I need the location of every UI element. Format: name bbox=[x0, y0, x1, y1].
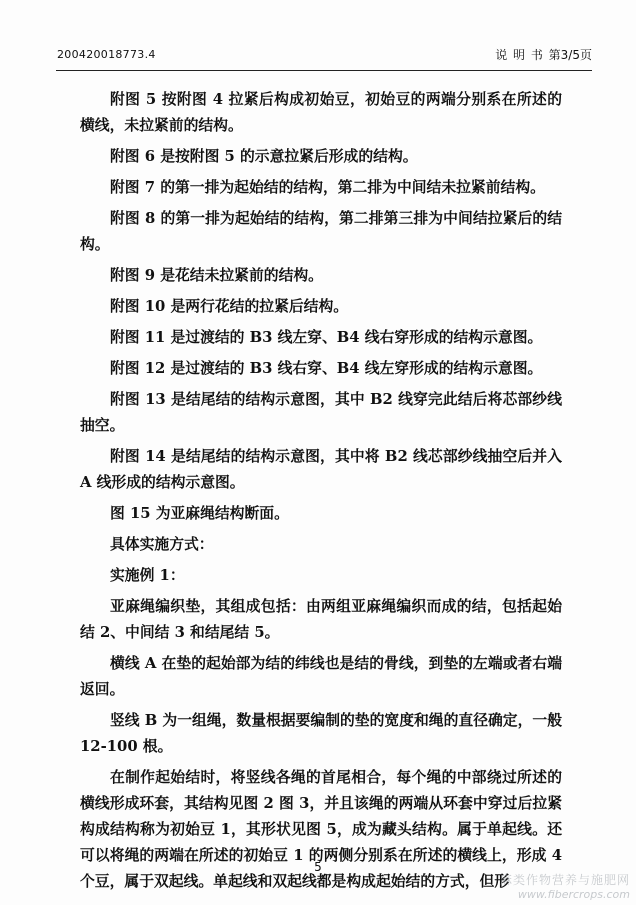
paragraph: 亚麻绳编织垫，其组成包括：由两组亚麻绳编织而成的结，包括起始结 2、中间结 3 和结尾结 5。 bbox=[80, 598, 562, 641]
paragraph: 实施例 1： bbox=[110, 567, 185, 584]
paragraph: 附图 9 是花结未拉紧前的结构。 bbox=[110, 267, 323, 284]
paragraph: 附图 10 是两行花结的拉紧后结构。 bbox=[110, 298, 349, 315]
page-header-right bbox=[495, 46, 592, 63]
page-of-total: 第3/5页 bbox=[548, 48, 592, 62]
paragraph: 附图 8 的第一排为起始结的结构，第二排第三排为中间结拉紧后的结构。 bbox=[80, 210, 562, 253]
site-watermark bbox=[500, 871, 630, 901]
page-number: 5 bbox=[314, 860, 322, 874]
paragraph: 附图 12 是过渡结的 B3 线右穿、B4 线左穿形成的结构示意图。 bbox=[110, 360, 543, 377]
paragraph: 附图 5 按附图 4 拉紧后构成初始豆，初始豆的两端分别系在所述的横线，未拉紧前的结构。 bbox=[80, 91, 562, 134]
paragraph: 具体实施方式： bbox=[110, 536, 214, 553]
paragraph: 在制作起始结时，将竖线各绳的首尾相合，每个绳的中部绕过所述的横线形成环套，其结构见图 2 图 3，并且该绳的两端从环套中穿过后拉紧构成结构称为初始豆 1，其形状见图 5，成为藏头结构。属于单起线。还可以将绳的两端在所述的初始豆 1 的两侧分别系在所述的横线上，形成 4 个豆，属于双起线。单起线和双起线都是构成起始结的方式，但形 bbox=[80, 769, 562, 890]
document-body bbox=[80, 87, 562, 895]
patent-application-number: 200420018773.4 bbox=[57, 48, 156, 61]
paragraph: 附图 13 是结尾结的结构示意图，其中 B2 线穿完此结后将芯部纱线抽空。 bbox=[80, 391, 562, 434]
paragraph: 图 15 为亚麻绳结构断面。 bbox=[110, 505, 289, 522]
paragraph: 竖线 B 为一组绳，数量根据要编制的垫的宽度和绳的直径确定，一般 12-100 根。 bbox=[80, 712, 562, 755]
paragraph: 附图 6 是按附图 5 的示意拉紧后形成的结构。 bbox=[110, 148, 418, 165]
paragraph: 附图 7 的第一排为起始结的结构，第二排为中间结未拉紧前结构。 bbox=[110, 179, 545, 196]
section-title: 说 明 书 bbox=[495, 48, 543, 62]
header-divider bbox=[56, 70, 592, 71]
paragraph: 横线 A 在垫的起始部为结的纬线也是结的骨线，到垫的左端或者右端返回。 bbox=[80, 655, 562, 698]
watermark-site-name: 麻类作物营养与施肥网 bbox=[499, 873, 630, 887]
paragraph: 附图 14 是结尾结的结构示意图，其中将 B2 线芯部纱线抽空后并入 A 线形成的结构示意图。 bbox=[80, 448, 562, 491]
watermark-url: www.fibercrops.com bbox=[517, 888, 630, 901]
paragraph: 附图 11 是过渡结的 B3 线左穿、B4 线右穿形成的结构示意图。 bbox=[110, 329, 543, 346]
